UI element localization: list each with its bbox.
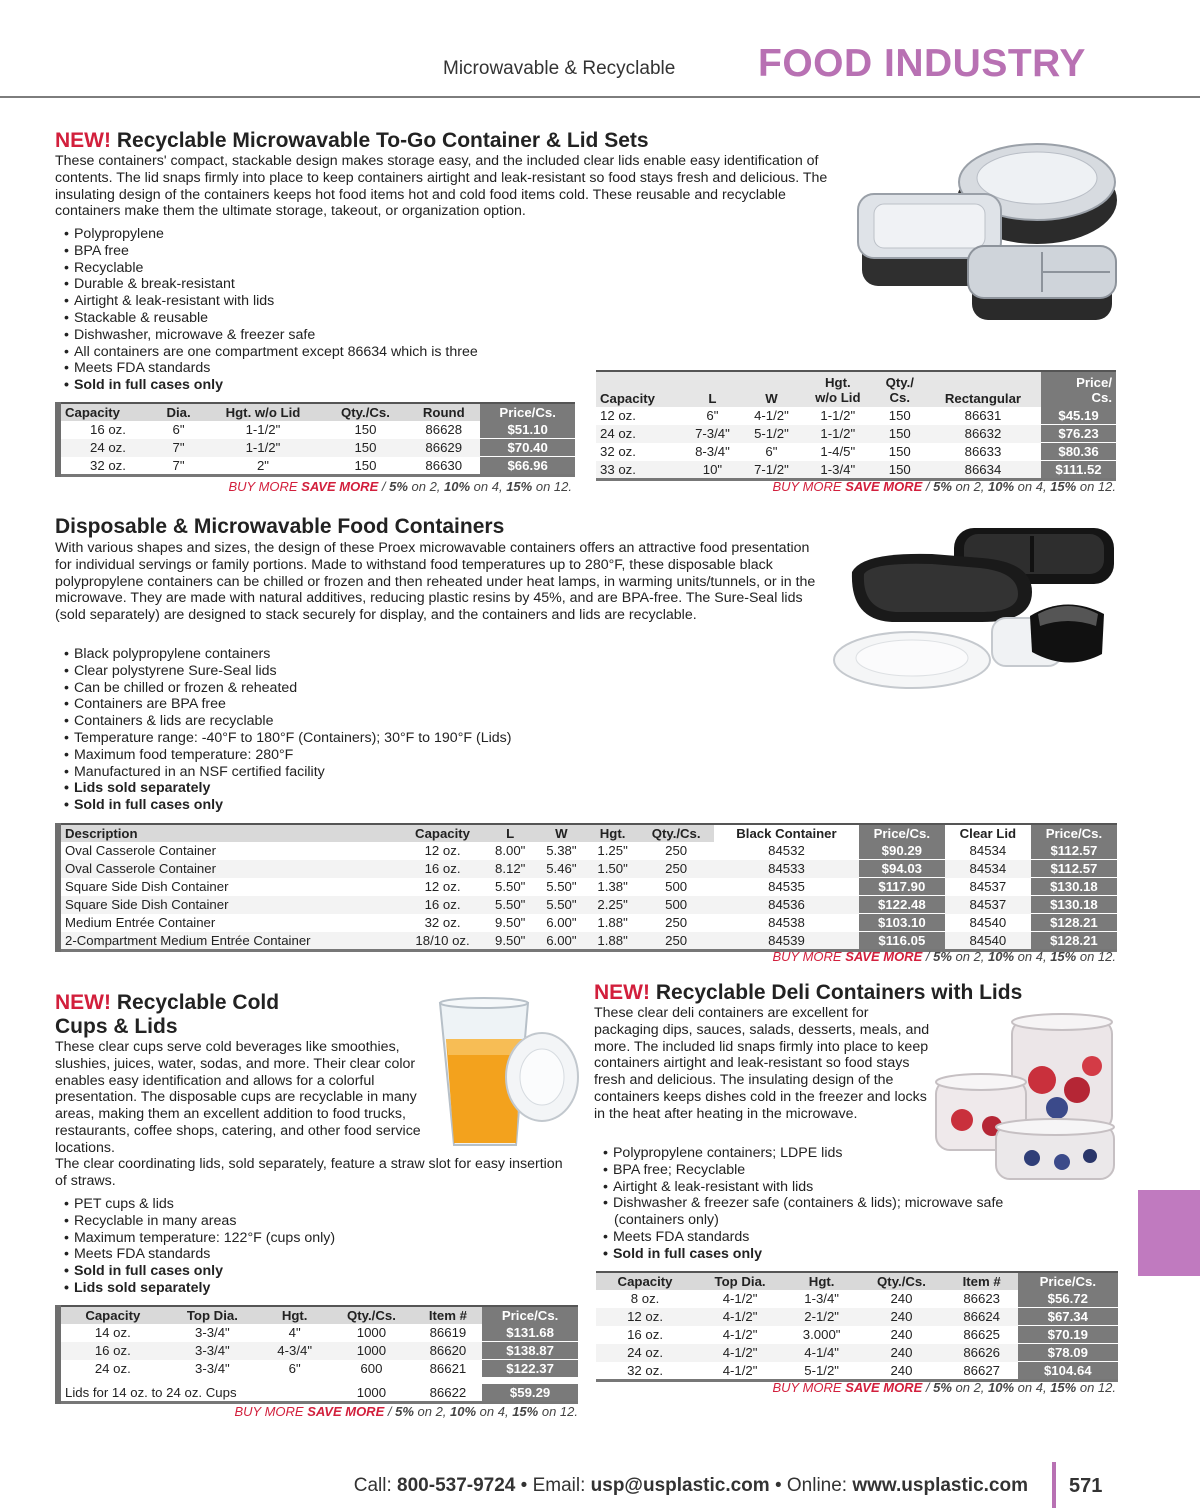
price-cell: $70.40 <box>480 439 575 457</box>
buy-more-note: BUY MORE SAVE MORE / 5% on 2, 10% on 4, 15% on 12. <box>772 949 1116 964</box>
feature-item: • All containers are one compartment except 86634 which is three <box>64 344 584 361</box>
col-height: Hgt. w/o Lid <box>202 403 324 421</box>
buy-more-note: BUY MORE SAVE MORE / 5% on 2, 10% on 4, 15% on 12. <box>772 1380 1116 1395</box>
price-cell: $112.57 <box>1031 842 1117 860</box>
feature-item: • Containers are BPA free <box>64 696 704 713</box>
table-row: Square Side Dish Container 16 oz. 5.50" 5.50" 2.25" 500 84536 $122.48 84537 $130.18 <box>58 896 1117 914</box>
section-3-title: NEW! Recyclable Cold <box>55 991 280 1014</box>
col-qty: Qty./Cs. <box>329 1306 413 1324</box>
table-row: 24 oz. 4-1/2" 4-1/4" 240 86626 $78.09 <box>596 1344 1118 1362</box>
table-row: 32 oz. 7" 2" 150 86630 $66.96 <box>58 457 575 476</box>
price-cell: $78.09 <box>1018 1344 1118 1362</box>
table-row: 8 oz. 4-1/2" 1-3/4" 240 86623 $56.72 <box>596 1290 1118 1308</box>
buy-more-note: BUY MORE SAVE MORE / 5% on 2, 10% on 4, 15% on 12. <box>234 1404 578 1419</box>
cold-cup-image <box>432 995 582 1155</box>
table-row: 32 oz. 4-1/2" 5-1/2" 240 86627 $104.64 <box>596 1362 1118 1381</box>
new-badge: NEW! <box>594 981 650 1004</box>
page-subtitle: Microwavable & Recyclable <box>443 58 676 79</box>
feature-item-continued: (containers only) <box>614 1212 719 1229</box>
feature-item-bold: • Sold in full cases only <box>603 1246 1123 1263</box>
price-cell: $66.96 <box>480 457 575 476</box>
feature-item: • Manufactured in an NSF certified facility <box>64 764 704 781</box>
feature-item: • BPA free; Recyclable <box>603 1162 1123 1179</box>
to-go-containers-image <box>852 130 1122 330</box>
col-length: L <box>683 371 742 407</box>
feature-item-bold: • Lids sold separately <box>64 1280 564 1297</box>
feature-item: • Polypropylene containers; LDPE lids <box>603 1145 1123 1162</box>
table-row: 12 oz. 4-1/2" 2-1/2" 240 86624 $67.34 <box>596 1308 1118 1326</box>
table-row: 2-Compartment Medium Entrée Container 18/10 oz. 9.50" 6.00" 1.88" 250 84539 $116.05 84540 $128.21 <box>58 932 1117 951</box>
table-row: Medium Entrée Container 32 oz. 9.50" 6.00" 1.88" 250 84538 $103.10 84540 $128.21 <box>58 914 1117 932</box>
table-row: 24 oz. 7-3/4" 5-1/2" 1-1/2" 150 86632 $76.23 <box>596 425 1116 443</box>
phone-number: 800-537-9724 <box>397 1475 516 1496</box>
feature-item-bold: • Lids sold separately <box>64 780 704 797</box>
price-cell: $94.03 <box>859 860 945 878</box>
email-link[interactable]: usp@usplastic.com <box>590 1475 770 1496</box>
col-item: Item # <box>414 1306 483 1324</box>
deli-containers-image <box>932 1010 1122 1185</box>
col-lid-price: Price/Cs. <box>1031 824 1117 842</box>
col-length: L <box>485 824 536 842</box>
contact-footer: Call: 800-537-9724 • Email: usp@usplastic.com • Online: www.usplastic.com <box>353 1475 1028 1496</box>
col-height: Hgt. <box>786 1272 857 1290</box>
price-cell: $56.72 <box>1018 1290 1118 1308</box>
col-capacity: Capacity <box>58 403 155 421</box>
feature-item: • Dishwasher & freezer safe (containers & lids); microwave safe <box>603 1195 1123 1212</box>
price-cell: $104.64 <box>1018 1362 1118 1381</box>
col-capacity: Capacity <box>58 1306 165 1324</box>
price-cell: $122.48 <box>859 896 945 914</box>
new-badge: NEW! <box>55 991 111 1014</box>
price-cell: $103.10 <box>859 914 945 932</box>
col-round: Round <box>407 403 480 421</box>
col-capacity: Capacity <box>596 1272 694 1290</box>
food-containers-table <box>55 823 1117 952</box>
price-cell: $116.05 <box>859 932 945 951</box>
price-cell: $128.21 <box>1031 914 1117 932</box>
feature-item: • Black polypropylene containers <box>64 646 704 663</box>
feature-item: • Dishwasher, microwave & freezer safe <box>64 327 584 344</box>
col-height: Hgt. <box>587 824 638 842</box>
price-cell: $111.52 <box>1041 461 1116 480</box>
section-2-description: With various shapes and sizes, the design of these Proex microwavable containers offers an attractive food presentation for individual servings or family portions. Made to withstand food temperatures up to 280°F, these disposable black polypropylene containers can be chilled or frozen and then reheated under heat lamps, in warming units/tunnels, or in the microwave. They are made with natural additives, reducing plastic resins by 45%, and are BPA-free. The Sure-Seal lids (sold separately) are designed to stack securely for display, and the containers and lids are recyclable. <box>55 540 816 624</box>
section-4-description: These clear deli containers are excellent for packaging dips, sauces, salads, desserts, meals, and more. The included lid snaps firmly into place to keep containers airtight and leak-resistant so food stays fresh and delicious. The insulating design of the containers keeps dishes cold in the freezer and locks in the heat after heating in the microwave. <box>594 1005 930 1122</box>
feature-item: • PET cups & lids <box>64 1196 564 1213</box>
price-cell: $67.34 <box>1018 1308 1118 1326</box>
col-width: W <box>742 371 801 407</box>
feature-item: • Meets FDA standards <box>603 1229 1123 1246</box>
feature-item: • Airtight & leak-resistant with lids <box>64 293 584 310</box>
cold-cups-table <box>55 1305 578 1404</box>
feature-item-bold: • Sold in full cases only <box>64 1263 564 1280</box>
feature-item-bold: • Sold in full cases only <box>64 377 584 394</box>
col-width: W <box>536 824 587 842</box>
price-cell: $130.18 <box>1031 878 1117 896</box>
col-capacity: Capacity <box>596 371 683 407</box>
table-row: 14 oz. 3-3/4" 4" 1000 86619 $131.68 <box>58 1324 578 1342</box>
price-cell: $90.29 <box>859 842 945 860</box>
col-item: Item # <box>946 1272 1018 1290</box>
price-cell: $45.19 <box>1041 407 1116 425</box>
section-3-lid-description: The clear coordinating lids, sold separately, feature a straw slot for easy insertion of straws. <box>55 1156 563 1189</box>
feature-item: • Temperature range: -40°F to 180°F (Containers); 30°F to 190°F (Lids) <box>64 730 704 747</box>
table-row: Square Side Dish Container 12 oz. 5.50" 5.50" 1.38" 500 84535 $117.90 84537 $130.18 <box>58 878 1117 896</box>
feature-item: • Airtight & leak-resistant with lids <box>603 1179 1123 1196</box>
lid-row: Lids for 14 oz. to 24 oz. Cups 1000 86622 $59.29 <box>58 1384 578 1403</box>
feature-item: • Containers & lids are recyclable <box>64 713 704 730</box>
col-qty: Qty./Cs. <box>324 403 408 421</box>
col-price: Price/Cs. <box>480 403 575 421</box>
deli-containers-table <box>596 1271 1118 1382</box>
price-cell: $131.68 <box>482 1324 578 1342</box>
col-height: Hgt. w/o Lid <box>801 371 875 407</box>
buy-more-note: BUY MORE SAVE MORE / 5% on 2, 10% on 4, 15% on 12. <box>228 479 572 494</box>
section-4-title: NEW! Recyclable Deli Containers with Lids <box>594 981 1023 1004</box>
table-row: Oval Casserole Container 16 oz. 8.12" 5.46" 1.50" 250 84533 $94.03 84534 $112.57 <box>58 860 1117 878</box>
table-row: 12 oz. 6" 4-1/2" 1-1/2" 150 86631 $45.19 <box>596 407 1116 425</box>
feature-item: • Recyclable <box>64 260 584 277</box>
page-number: 571 <box>1069 1475 1103 1497</box>
col-qty: Qty./ Cs. <box>875 371 925 407</box>
table-row: 16 oz. 6" 1-1/2" 150 86628 $51.10 <box>58 421 575 439</box>
table-row: Oval Casserole Container 12 oz. 8.00" 5.38" 1.25" 250 84532 $90.29 84534 $112.57 <box>58 842 1117 860</box>
section-3-description: These clear cups serve cold beverages like smoothies, slushies, juices, water, sodas, and more. Their clear color enables easy identification and allows for a colorful presentation. The disposable cups are recyclable in many areas, making them an excellent addition to food trucks, restaurants, coffee shops, catering, and other food service locations. <box>55 1039 421 1156</box>
col-qty: Qty./Cs. <box>857 1272 946 1290</box>
price-cell: $138.87 <box>482 1342 578 1360</box>
col-price: Price/Cs. <box>1018 1272 1118 1290</box>
footer-divider <box>1052 1462 1056 1508</box>
new-badge: NEW! <box>55 129 111 152</box>
feature-item: • BPA free <box>64 243 584 260</box>
feature-item: • Can be chilled or frozen & reheated <box>64 680 704 697</box>
round-containers-table <box>55 402 575 477</box>
price-cell: $80.36 <box>1041 443 1116 461</box>
header-divider <box>0 96 1200 98</box>
price-cell: $128.21 <box>1031 932 1117 951</box>
col-black-container: Black Container <box>714 824 859 842</box>
price-cell: $70.19 <box>1018 1326 1118 1344</box>
col-qty: Qty./Cs. <box>638 824 714 842</box>
col-capacity: Capacity <box>401 824 485 842</box>
feature-item: • Meets FDA standards <box>64 1246 564 1263</box>
table-row: 16 oz. 3-3/4" 4-3/4" 1000 86620 $138.87 <box>58 1342 578 1360</box>
col-clear-lid: Clear Lid <box>945 824 1031 842</box>
col-description: Description <box>58 824 401 842</box>
feature-item: • Polypropylene <box>64 226 584 243</box>
price-cell: $51.10 <box>480 421 575 439</box>
price-cell: $130.18 <box>1031 896 1117 914</box>
price-cell: $112.57 <box>1031 860 1117 878</box>
col-price: Price/Cs. <box>482 1306 578 1324</box>
col-rectangular: Rectangular <box>925 371 1041 407</box>
section-1-features <box>64 226 584 394</box>
section-1-description: These containers' compact, stackable design makes storage easy, and the included clear lids enable easy identification of contents. The lid snaps firmly into place to keep containers airtight and leak-resistant so food stays fresh and delicious. The insulating design of the containers keeps hot food items hot and cold food items cold. These reusable and recyclable containers make them the ultimate storage, takeout, or organization option. <box>55 153 828 220</box>
feature-item: • Durable & break-resistant <box>64 276 584 293</box>
buy-more-note: BUY MORE SAVE MORE / 5% on 2, 10% on 4, 15% on 12. <box>772 479 1116 494</box>
section-1-title-text: Recyclable Microwavable To-Go Container & Lid Sets <box>116 129 649 152</box>
feature-item: • Stackable & reusable <box>64 310 584 327</box>
section-2-title: Disposable & Microwavable Food Containers <box>55 515 505 538</box>
section-2-features <box>64 646 704 814</box>
website-link[interactable]: www.usplastic.com <box>852 1475 1028 1496</box>
feature-item-bold: • Sold in full cases only <box>64 797 704 814</box>
col-price: Price/Cs. <box>859 824 945 842</box>
rectangular-containers-table <box>596 370 1116 481</box>
col-top-dia: Top Dia. <box>694 1272 786 1290</box>
section-3-title-line2: Cups & Lids <box>55 1015 178 1038</box>
feature-item: • Recyclable in many areas <box>64 1213 564 1230</box>
section-tab-marker <box>1138 1190 1200 1276</box>
price-cell: $117.90 <box>859 878 945 896</box>
col-top-dia: Top Dia. <box>165 1306 260 1324</box>
table-row: 32 oz. 8-3/4" 6" 1-4/5" 150 86633 $80.36 <box>596 443 1116 461</box>
table-row: 24 oz. 3-3/4" 6" 600 86621 $122.37 <box>58 1360 578 1378</box>
col-price: Price/ Cs. <box>1041 371 1116 407</box>
table-row: 16 oz. 4-1/2" 3.000" 240 86625 $70.19 <box>596 1326 1118 1344</box>
price-cell: $76.23 <box>1041 425 1116 443</box>
col-diameter: Dia. <box>155 403 202 421</box>
section-1-title <box>55 129 649 153</box>
price-cell: $122.37 <box>482 1360 578 1378</box>
table-row: 24 oz. 7" 1-1/2" 150 86629 $70.40 <box>58 439 575 457</box>
section-3-features <box>64 1196 564 1297</box>
feature-item: • Clear polystyrene Sure-Seal lids <box>64 663 704 680</box>
table-row: 33 oz. 10" 7-1/2" 1-3/4" 150 86634 $111.52 <box>596 461 1116 480</box>
feature-item: • Meets FDA standards <box>64 360 584 377</box>
page-title: FOOD INDUSTRY <box>758 42 1086 85</box>
col-height: Hgt. <box>260 1306 329 1324</box>
feature-item: • Maximum temperature: 122°F (cups only) <box>64 1230 564 1247</box>
feature-item: • Maximum food temperature: 280°F <box>64 747 704 764</box>
black-containers-image <box>832 522 1122 692</box>
price-cell: $59.29 <box>482 1384 578 1403</box>
